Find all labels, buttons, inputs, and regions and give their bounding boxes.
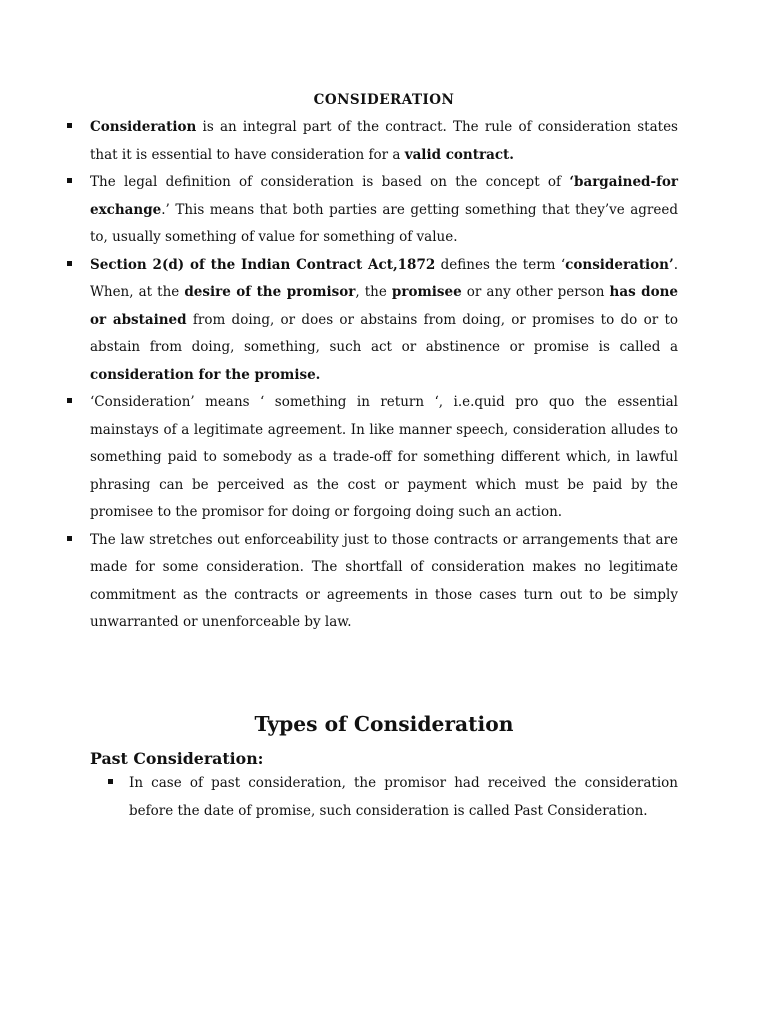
bullet-text: Section 2(d) of the Indian Contract Act,1872 defines the term ‘consideration’. When, at the desire of the promisor, the promisee or any other person has done or abstained from doing, or does or abstains from doing, or promises to do or to abstain from doing, something, such act or abstinence or promise is called a consideration for the promise. — [90, 256, 679, 383]
page-title: CONSIDERATION — [313, 92, 455, 108]
square-bullet-icon — [67, 536, 72, 541]
bullet-text: In case of past consideration, the promisor had received the consideration before the date of promise, such consideration is called Past Consideration. — [129, 775, 678, 819]
section-heading-types: Types of Consideration — [254, 712, 514, 736]
bullet-text: Consideration is an integral part of the contract. The rule of consideration states that it is essential to have consideration for a valid contract. — [90, 119, 678, 163]
square-bullet-icon — [67, 178, 72, 183]
list-item — [67, 114, 678, 169]
subsection-heading-past: Past Consideration: — [90, 749, 264, 768]
bullet-text: The legal definition of consideration is based on the concept of ‘bargained-for exchange.’ This means that both parties are getting something that they’ve agreed to, usually something of value for something of value. — [90, 174, 678, 245]
list-item — [67, 252, 678, 390]
square-bullet-icon — [67, 261, 72, 266]
bullet-text: The law stretches out enforceability just to those contracts or arrangements that are made for some consideration. The shortfall of consideration makes no legitimate commitment as the contracts or agreements in those cases turn out to be simply unwarranted or unenforceable by law. — [90, 531, 678, 630]
list-item — [67, 389, 678, 527]
bullet-text: ‘Consideration’ means ‘ something in return ‘, i.e.quid pro quo the essential mainstays of a legitimate agreement. In like manner speech, consideration alludes to something paid to somebody as a trade-off for something different which, in lawful phrasing can be perceived as the cost or payment which must be paid by the promisee to the promisor for doing or forgoing doing such an action. — [90, 394, 678, 520]
list-item — [108, 770, 678, 825]
square-bullet-icon — [67, 398, 72, 403]
square-bullet-icon — [108, 779, 113, 784]
consideration-bullet-list — [67, 114, 678, 637]
list-item — [67, 527, 678, 637]
square-bullet-icon — [67, 123, 72, 128]
list-item — [67, 169, 678, 252]
past-consideration-list — [108, 770, 678, 825]
